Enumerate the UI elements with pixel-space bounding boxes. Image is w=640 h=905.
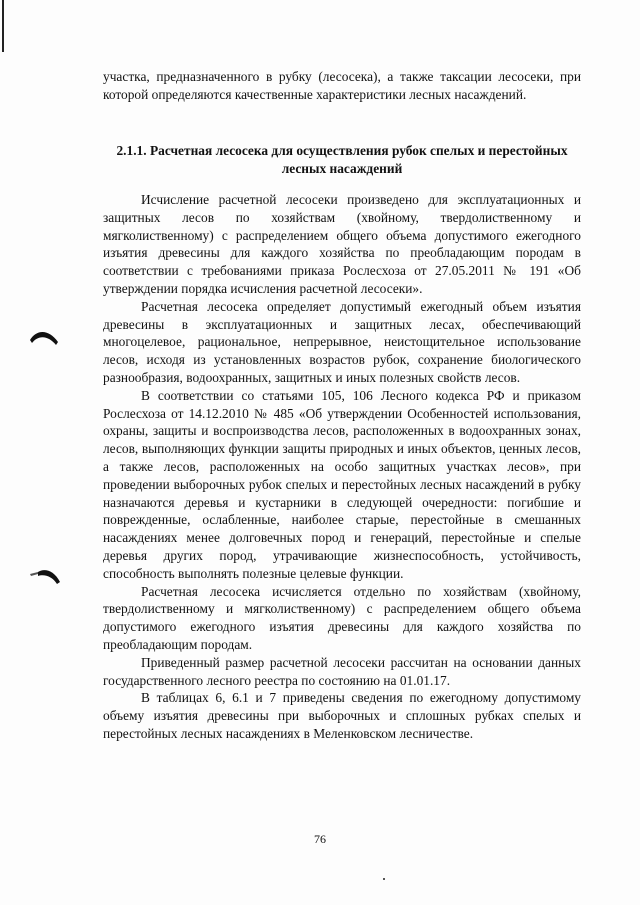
- paragraph-definition: Расчетная лесосека определяет допустимый ежегодный объем изъятия древесины в эксплуатационных и защитных лесах, обеспечивающий многоцелевое, рациональное, непрерывное, неистощительное использование лесов, исходя из установленных возрастов рубок, сохранение биологического разнообразия, водоохранных, защитных и иных полезных свойств лесов.: [103, 298, 581, 385]
- scan-speck: [383, 878, 385, 880]
- paragraph-legal-basis: В соответствии со статьями 105, 106 Лесного кодекса РФ и приказом Рослесхоза от 14.12.2010 № 485 «Об утверждении Особенностей использования, охраны, защиты и воспроизводства лесов, расположенных в водоохранных зонах, лесов, выполняющих функции защиты природных и иных объектов, ценных лесов, а также лесов, расположенных на особо защитных участках лесов», при проведении выборочных рубок спелых и перестойных лесных насаждений в рубку назначаются деревья и кустарники в следующей очередности: погибшие и поврежденные, ослабленные, наиболее старые, перестойные в смешанных насаждениях менее долговечных пород и генераций, перестойные и спелые деревья других пород, утрачивающие жизнеспособность, устойчивость, способность выполнять полезные целевые функции.: [103, 387, 581, 581]
- scan-edge-line: [2, 0, 4, 52]
- paragraph-tables-reference: В таблицах 6, 6.1 и 7 приведены сведения по ежегодному допустимому объему изъятия древесины при выборочных и сплошных рубках спелых и перестойных лесных насаждениях в Меленковском лесничестве.: [103, 690, 581, 741]
- intro-paragraph: участка, предназначенного в рубку (лесосека), а также таксации лесосеки, при которой определяются качественные характеристики лесных насаждений.: [103, 69, 581, 102]
- binding-hole-mark-top: [28, 326, 60, 348]
- section-heading: 2.1.1. Расчетная лесосека для осуществления рубок спелых и перестойных лесных насаждений: [116, 143, 568, 176]
- intro-text-block: [103, 68, 581, 104]
- paragraph-registry-date: Приведенный размер расчетной лесосеки рассчитан на основании данных государственного лесного реестра по состоянию на 01.01.17.: [103, 654, 581, 688]
- paragraph-calculation-method: Исчисление расчетной лесосеки произведено для эксплуатационных и защитных лесов по хозяйствам (хвойному, твердолиственному и мягколиственному) с распределением общего объема допустимого ежегодного изъятия древесины для каждого хозяйства по преобладающим породам в соответствии с требованиями приказа Рослесхоза от 27.05.2011 № 191 «Об утверждении порядка исчисления расчетной лесосеки».: [103, 192, 581, 296]
- binding-hole-mark-bottom: [28, 566, 62, 588]
- page-number: 76: [314, 832, 326, 846]
- paragraph-by-farm: Расчетная лесосека исчисляется отдельно по хозяйствам (хвойному, твердолиственному и мягколиственному) с распределением общего объема допустимого ежегодного изъятия древесины для каждого хозяйства по преобладающим породам.: [103, 583, 581, 652]
- body-text-block: [103, 191, 581, 743]
